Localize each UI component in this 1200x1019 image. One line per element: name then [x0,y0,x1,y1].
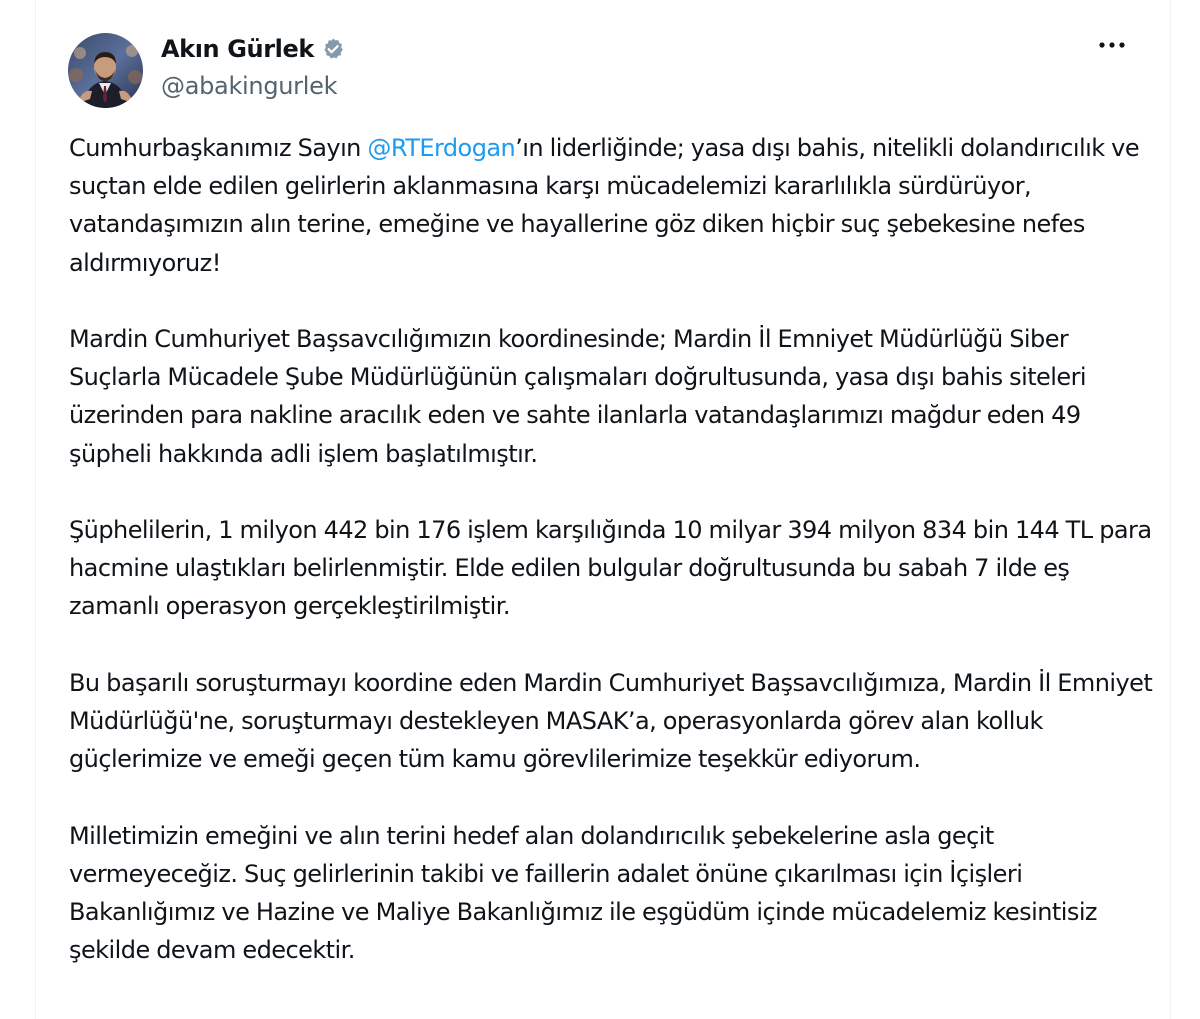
tweet-paragraph-4: Bu başarılı soruşturmayı koordine eden Mardin Cumhuriyet Başsavcılığımıza, Mardin İl Emniyet Müdürlüğü'ne, soruşturmayı destekleyen MASAK’a, operasyonlarda görev alan kolluk güçlerimize ve emeği geçen tüm kamu görevlilerimize teşekkür ediyorum. [69,668,1153,774]
tweet-text-segment: ’ın liderliğinde; yasa dışı bahis, nitelikli dolandırıcılık ve suçtan elde edilen gelirlerin aklanmasına karşı mücadelemizi kararlılıkla sürdürüyor, vatandaşımızın alın terine, emeğine ve hayallerine göz diken hiçbir suç şebekesine nefes aldırmıyoruz! [69,134,1140,277]
tweet-paragraph-3: Şüphelilerin, 1 milyon 442 bin 176 işlem karşılığında 10 milyar 394 milyon 834 bin 144 TL para hacmine ulaştıkları belirlenmiştir. Elde edilen bulgular doğrultusunda bu sabah 7 ilde eş zamanlı operasyon gerçekleştirilmiştir. [69,516,1152,621]
author-handle[interactable]: @abakingurlek [161,72,338,100]
author-name-row[interactable] [161,34,345,64]
more-options-button[interactable] [1092,30,1132,60]
avatar-image [68,33,143,108]
tweet-paragraph-1 [69,129,1154,282]
more-options-icon [1098,41,1126,49]
tweet-card [35,0,1171,1019]
tweet-paragraph-2: Mardin Cumhuriyet Başsavcılığımızın koordinesinde; Mardin İl Emniyet Müdürlüğü Siber Suçlarla Mücadele Şube Müdürlüğünün çalışmaları doğrultusunda, yasa dışı bahis siteleri üzerinden para nakline aracılık eden ve sahte ilanlarla vatandaşlarımızı mağdur eden 49 şüpheli hakkında adli işlem başlatılmıştır. [69,325,1087,468]
mention-link[interactable]: @RTErdogan [367,134,516,162]
verified-badge-icon [321,37,345,61]
avatar[interactable] [68,33,143,108]
author-display-name[interactable]: Akın Gürlek [161,35,314,63]
tweet-text [69,129,1154,1008]
tweet-paragraph-5: Milletimizin emeğini ve alın terini hedef alan dolandırıcılık şebekelerine asla geçit vermeyeceğiz. Suç gelirlerinin takibi ve faillerin adalet önüne çıkarılması için İçişleri Bakanlığımız ve Hazine ve Maliye Bakanlığımız ile eşgüdüm içinde mücadelemiz kesintisiz şekilde devam edecektir. [69,821,1097,965]
tweet-text-segment: Cumhurbaşkanımız Sayın [69,134,368,162]
